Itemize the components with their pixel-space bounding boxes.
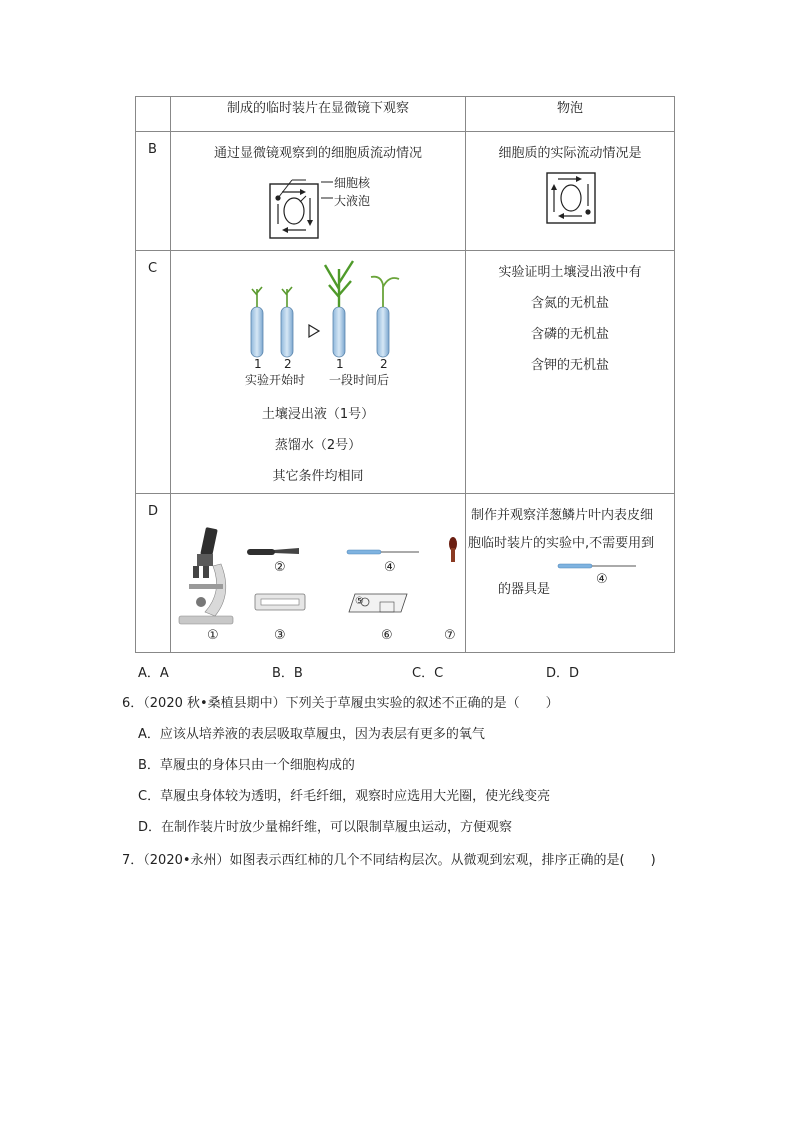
option-d[interactable]: D．D (546, 666, 580, 681)
option-a[interactable]: A．A (138, 666, 169, 681)
row-c-mid-line-2: 蒸馏水（2号） (274, 438, 362, 453)
row-label-c: C (136, 251, 171, 494)
row-c-right-line-2: 含氮的无机盐 (530, 296, 609, 311)
item-label-2: ② (274, 560, 286, 575)
row-d-right-line-3: 的器具是 (498, 582, 551, 597)
option-b[interactable]: B．B (272, 666, 303, 681)
question-6-choice-d[interactable]: D．在制作装片时放少量棉纤维，可以限制草履虫运动，方便观察 (138, 820, 513, 835)
razor-blade-icon (255, 594, 305, 610)
seedling-test-tubes-illustration (237, 259, 407, 371)
question-6-choice-c[interactable]: C．草履虫身体较为透明，纤毛纤细，观察时应选用大光圈，使光线变亮 (138, 789, 551, 804)
table-row-c (136, 251, 675, 494)
tube-number-2-start: 2 (284, 357, 292, 371)
tube-number-1-later: 1 (336, 357, 344, 371)
header-cell-observation: 制成的临时装片在显微镜下观察 (171, 97, 466, 132)
question-table (135, 96, 675, 653)
item-label-4: ④ (384, 560, 396, 575)
question-6-stem: 6．（2020 秋•桑植县期中）下列关于草履虫实验的叙述不正确的是（ ） (122, 696, 559, 711)
row-b-right-text: 细胞质的实际流动情况是 (498, 146, 642, 161)
item-label-1: ① (207, 628, 219, 643)
item-label-6: ⑥ (381, 628, 393, 643)
actual-cytoplasm-flow-diagram (544, 170, 600, 228)
dissecting-needle-icon (347, 550, 419, 554)
microscope-icon (179, 527, 233, 624)
lab-instruments-illustration (175, 524, 465, 644)
row-c-right-line-3: 含磷的无机盐 (530, 327, 609, 342)
row-label-b: B (136, 132, 171, 251)
dropper-icon (449, 537, 457, 562)
row-d-right-line-1: 制作并观察洋葱鳞片叶内表皮细 (471, 508, 654, 523)
question-6-choice-a[interactable]: A．应该从培养液的表层吸取草履虫，因为表层有更多的氧气 (138, 727, 485, 742)
item-label-7: ⑦ (444, 628, 456, 643)
item-label-3: ③ (274, 628, 286, 643)
row-label-d: D (136, 494, 171, 653)
row-d-right-item-label: ④ (596, 572, 608, 587)
question-7-stem: 7．（2020•永州）如图表示西红柿的几个不同结构层次。从微观到宏观，排序正确的是( ) (122, 853, 656, 868)
row-c-right-line-4: 含钾的无机盐 (530, 358, 609, 373)
row-c-right-cell (466, 251, 675, 494)
forceps-icon (247, 548, 299, 555)
needle-answer-icon (556, 562, 638, 570)
header-cell-empty (136, 97, 171, 132)
row-c-mid-line-3: 其它条件均相同 (272, 469, 364, 484)
header-cell-bubble: 物泡 (466, 97, 675, 132)
row-c-mid-cell (171, 251, 466, 494)
tube-number-2-later: 2 (380, 357, 388, 371)
caption-after-time: 一段时间后 (329, 373, 390, 387)
table-row-d (136, 494, 675, 653)
table-header-row (136, 97, 675, 132)
item-label-5: ⑤ (355, 596, 364, 607)
table-row-b (136, 132, 675, 251)
row-b-mid-cell (171, 132, 466, 251)
nucleus-label: 细胞核 (334, 176, 371, 190)
row-d-right-line-2: 胞临时装片的实验中,不需要用到 (468, 536, 655, 551)
option-c[interactable]: C．C (412, 666, 444, 681)
annotation-leader-lines (321, 180, 337, 202)
vacuole-label: 大液泡 (334, 194, 371, 208)
row-d-mid-cell (171, 494, 466, 653)
tube-number-1-start: 1 (254, 357, 262, 371)
question-6-choice-b[interactable]: B．草履虫的身体只由一个细胞构成的 (138, 758, 355, 773)
caption-experiment-start: 实验开始时 (245, 373, 306, 387)
row-b-right-cell (466, 132, 675, 251)
row-d-right-cell (466, 494, 675, 653)
row-c-mid-line-1: 土壤浸出液（1号） (261, 407, 375, 422)
row-c-right-line-1: 实验证明土壤浸出液中有 (498, 265, 642, 280)
row-b-mid-text: 通过显微镜观察到的细胞质流动情况 (213, 146, 422, 161)
